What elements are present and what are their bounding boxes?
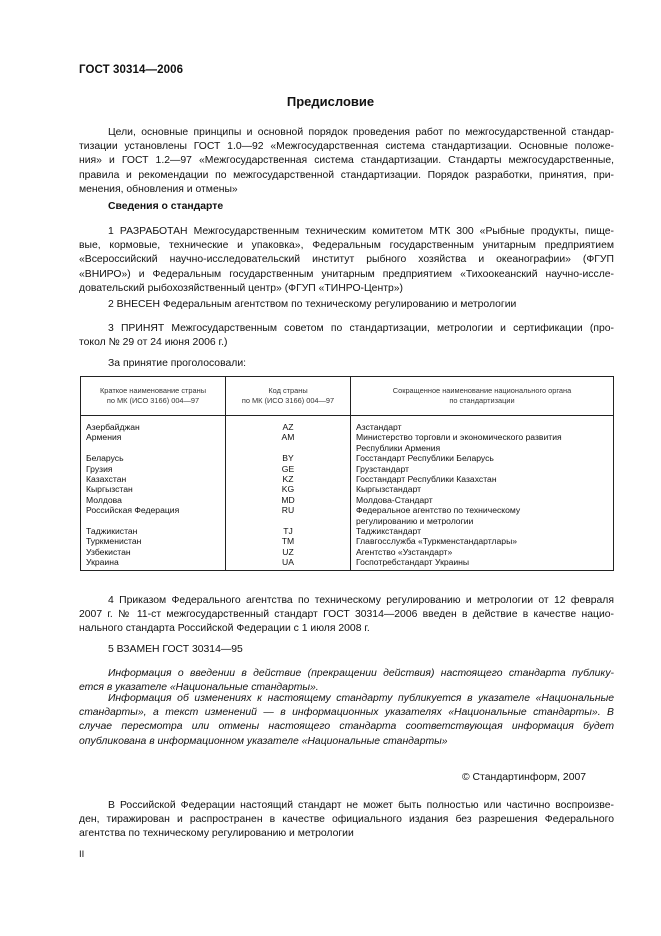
column-header-code: Код страны по МК (ИСО 3166) 004—97 — [226, 377, 351, 416]
table-row: Российская Федерация RU Федеральное агентство по техническому регулированию и метрологии — [81, 505, 614, 526]
page-number: II — [79, 849, 85, 860]
item-1-paragraph: 1 РАЗРАБОТАН Межгосударственным техническим комитетом МТК 300 «Рыбные продукты, пище- вые, кормовые, технические и упаковка», Федеральным государственным унитарным предприятием «Всероссийский научно-исследовательский институт рыбного хозяйства и океанографии» (ФГУП «ВНИРО») и Федеральным государственным унитарным предприятием «Тихоокеанский научно-иссле- довательский рыбохозяйственный центр» (ФГУП «ТИНРО-Центр») — [79, 226, 614, 294]
table-row: Узбекистан UZ Агентство «Узстандарт» — [81, 547, 614, 557]
intro-paragraph: Цели, основные принципы и основной порядок проведения работ по межгосударственной стандар- тизации установлены ГОСТ 1.0—92 «Межгосударственная система стандартизации. Основные положе- ния» и ГОСТ 1.2—97 «Межгосударственная система стандартизации. Стандарты межгосударственные, правила и рекомендации по межгосударственной стандартизации. Порядок разработки, принятия, при- менения, обновления и отмены» — [79, 127, 614, 195]
table-row: Таджикистан TJ Таджикстандарт — [81, 526, 614, 536]
table-row: Беларусь BY Госстандарт Республики Беларусь — [81, 453, 614, 463]
voted-label: За принятие проголосовали: — [108, 358, 247, 369]
info-italic-paragraph-2: Информация об изменениях к настоящему стандарту публикуется в указателе «Национальные стандарты», а текст изменений — в информационных указателях «Национальные стандарты». В случае пересмотра или отмены настоящего стандарта соответствующая информация будет опубликована в информационном указателе «Национальные стандарты» — [79, 693, 614, 747]
table-row: Туркменистан TM Главгосслужба «Туркменстандартлары» — [81, 536, 614, 546]
item-2-paragraph: 2 ВНЕСЕН Федеральным агентством по техническому регулированию и метрологии — [108, 299, 517, 310]
item-4-paragraph: 4 Приказом Федерального агентства по техническому регулированию и метрологии от 12 февраля 2007 г. № 11-ст межгосударственный стандарт ГОСТ 30314—2006 введен в действие в качестве нацио- нального стандарта Российской Федерации с 1 июля 2008 г. — [79, 595, 614, 635]
document-id-header: ГОСТ 30314—2006 — [79, 64, 184, 76]
table-row: Кыргызстан KG Кыргызстандарт — [81, 484, 614, 494]
table-row: Грузия GE Грузстандарт — [81, 464, 614, 474]
countries-table — [80, 376, 614, 571]
table-row: Украина UA Госпотребстандарт Украины — [81, 557, 614, 570]
item-3-paragraph: 3 ПРИНЯТ Межгосударственным советом по стандартизации, метрологии и сертификации (про- токол № 29 от 24 июня 2006 г.) — [79, 323, 614, 349]
info-heading: Сведения о стандарте — [108, 201, 224, 212]
info-italic-paragraph-1: Информация о введении в действие (прекращении действия) настоящего стандарта публику- ется в указателе «Национальные стандарты». — [79, 668, 614, 694]
copyright-line: © Стандартинформ, 2007 — [462, 772, 587, 783]
table-row: Казахстан KZ Госстандарт Республики Казахстан — [81, 474, 614, 484]
table-row: Молдова MD Молдова-Стандарт — [81, 495, 614, 505]
table-row: Азербайджан AZ Азстандарт — [81, 416, 614, 433]
table-row: Армения AM Министерство торговли и экономического развития Республики Армения — [81, 432, 614, 453]
item-5-paragraph: 5 ВЗАМЕН ГОСТ 30314—95 — [108, 644, 243, 655]
column-header-country: Краткое наименование страны по МК (ИСО 3166) 004—97 — [81, 377, 226, 416]
table-header-row — [81, 377, 614, 416]
column-header-body: Сокращенное наименование национального органа по стандартизации — [351, 377, 614, 416]
page-title: Предисловие — [286, 94, 375, 109]
reproduction-notice: В Российской Федерации настоящий стандарт не может быть полностью или частично воспроизве- ден, тиражирован и распространен в качестве официального издания без разрешения Федерального агентства по техническому регулированию и метрологии — [79, 800, 614, 840]
